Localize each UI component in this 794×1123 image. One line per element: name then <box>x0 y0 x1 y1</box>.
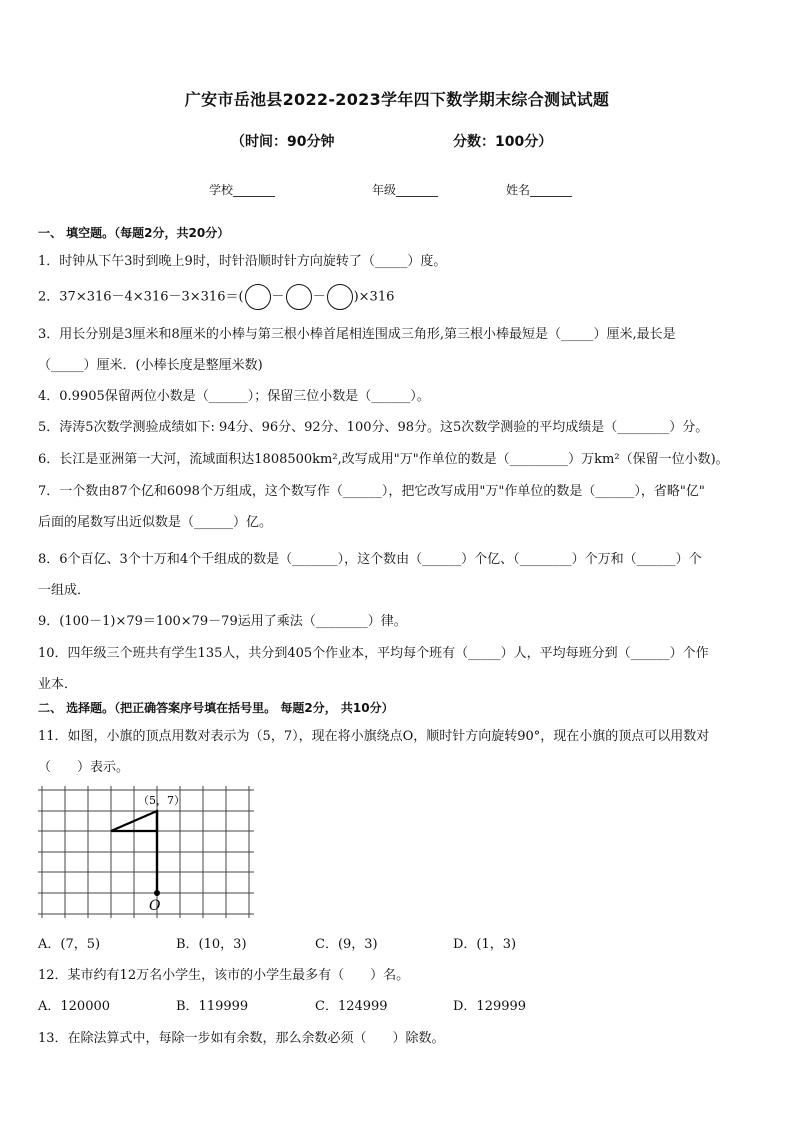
question-7-line-2: 后面的尾数写出近似数是（______）亿。 <box>38 515 273 530</box>
question-2-start: 2．37×316－4×316－3×316＝( <box>38 289 244 305</box>
page-title: 广安市岳池县2022-2023学年四下数学期末综合测试试题 <box>184 90 610 109</box>
question-12-option-b: B．119999 <box>176 999 249 1014</box>
question-2-end: )×316 <box>353 289 395 305</box>
question-13: 13．在除法算式中，每除一步如有余数，那么余数必须（ ）除数。 <box>38 1031 445 1046</box>
answer-circle <box>327 284 353 310</box>
flag-grid-figure <box>38 786 258 922</box>
question-8-line-1: 8．6个百亿、3个十万和4个千组成的数是（_______），这个数由（______）个亿、（________）个万和（______）个 <box>38 552 702 567</box>
answer-circle <box>245 284 271 310</box>
school-field: 学校_______ <box>209 183 276 197</box>
question-2 <box>38 284 394 310</box>
exam-score: 分数：100分） <box>453 134 553 150</box>
flag-vertex-label: （5，7） <box>138 794 185 807</box>
question-6: 6．长江是亚洲第一大河，流域面积达1808500km²,改写成用"万"作单位的数是（_________）万km²（保留一位小数)。 <box>38 452 729 467</box>
answer-circle <box>286 284 312 310</box>
question-11-option-b: B．(10，3) <box>176 937 247 952</box>
question-4: 4．0.9905保留两位小数是（______）；保留三位小数是（______）。 <box>38 389 430 404</box>
flag-shape <box>111 811 160 896</box>
question-5: 5．涛涛5次数学测验成绩如下: 94分、96分、92分、100分、98分。这5次数学测验的平均成绩是（________）分。 <box>38 420 709 435</box>
exam-time: （时间：90分钟 <box>231 134 335 150</box>
minus-sign: － <box>312 289 326 305</box>
origin-label: O <box>149 898 161 914</box>
minus-sign: － <box>271 289 285 305</box>
question-3-line-1: 3．用长分别是3厘米和8厘米的小棒与第三根小棒首尾相连围成三角形,第三根小棒最短是（_____）厘米,最长是 <box>38 327 676 342</box>
question-11-option-d: D．(1，3) <box>453 937 517 952</box>
question-12: 12．某市约有12万名小学生，该市的小学生最多有（ ）名。 <box>38 968 410 983</box>
question-3-line-2: （_____）厘米．(小棒长度是整厘米数) <box>38 358 263 373</box>
name-field: 姓名_______ <box>506 183 573 197</box>
grade-field: 年级_______ <box>372 183 439 197</box>
question-12-option-c: C．124999 <box>315 999 388 1014</box>
question-11-option-c: C．(9，3) <box>315 937 378 952</box>
question-11-line-1: 11．如图，小旗的顶点用数对表示为（5，7），现在将小旗绕点O，顺时针方向旋转90°，现在小旗的顶点可以用数对 <box>38 729 710 744</box>
section-choice-title: 二、 选择题。（把正确答案序号填在括号里。 每题2分， 共10分） <box>38 701 394 715</box>
question-12-option-a: A．120000 <box>38 999 111 1014</box>
question-10-line-2: 业本． <box>38 677 78 692</box>
question-11-option-a: A．(7，5) <box>38 937 101 952</box>
section-fill-blank-title: 一、 填空题。（每题2分，共20分） <box>38 226 230 240</box>
question-1: 1．时钟从下午3时到晚上9时，时针沿顺时针方向旋转了（_____）度。 <box>38 254 447 269</box>
question-12-option-d: D．129999 <box>453 999 527 1014</box>
question-10-line-1: 10．四年级三个班共有学生135人，共分到405个作业本，平均每个班有（_____）人，平均每班分到（______）个作 <box>38 646 709 661</box>
question-7-line-1: 7．一个数由87个亿和6098个万组成，这个数写作（______），把它改写成用"万"作单位的数是（______），省略"亿" <box>38 484 705 499</box>
question-11-line-2: （ ）表示。 <box>38 760 130 775</box>
question-9: 9．(100－1)×79＝100×79－79运用了乘法（________）律。 <box>38 614 407 629</box>
question-8-line-2: 一组成． <box>38 583 91 598</box>
